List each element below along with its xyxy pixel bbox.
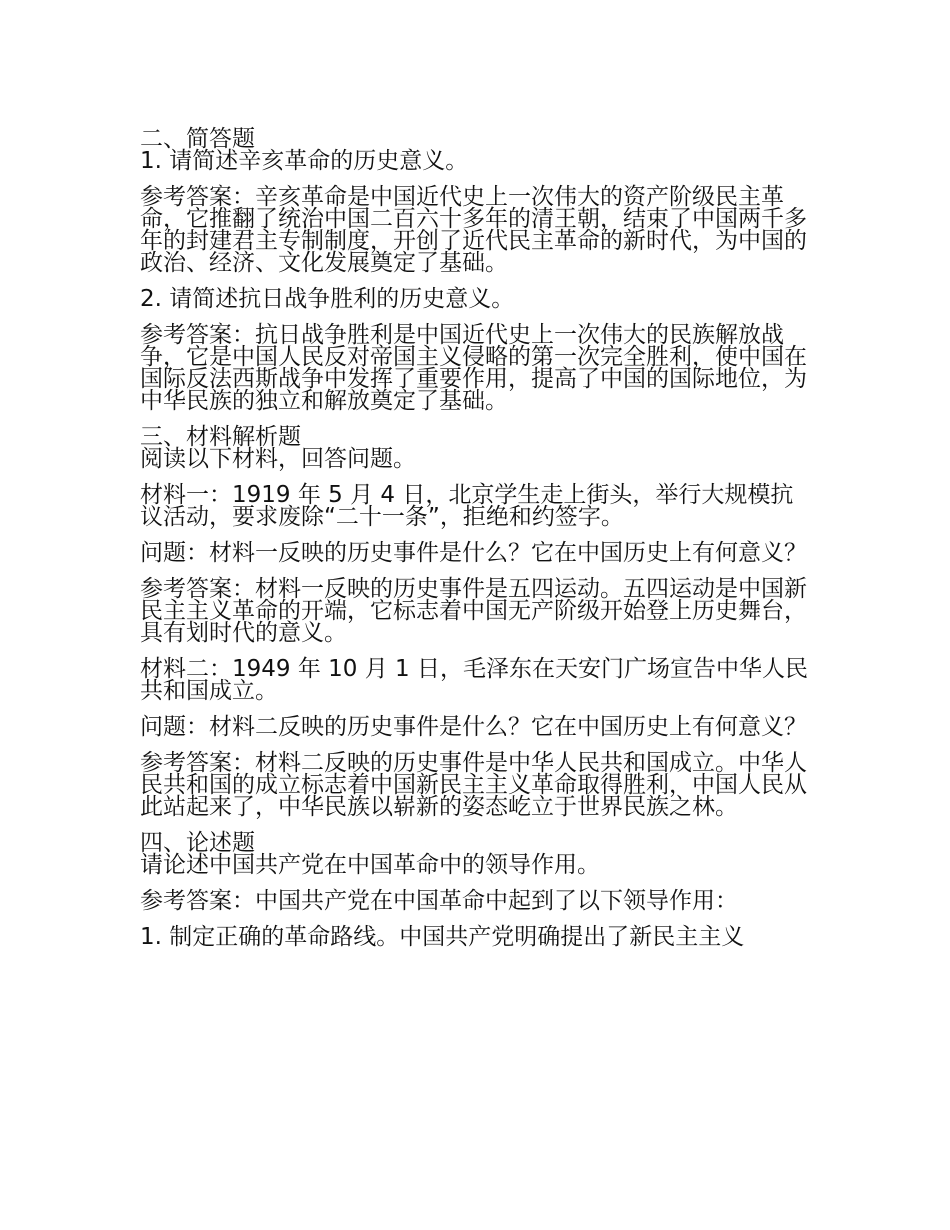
- material-1: 材料一：1919 年 5 月 4 日，北京学生走上街头，举行大规模抗议活动，要求废除“二十一条”，拒绝和约签字。: [140, 482, 794, 530]
- section-title-material-analysis: 三、材料解析题: [140, 424, 301, 450]
- answer-2: 参考答案：抗日战争胜利是中国近代史上一次伟大的民族解放战争，它是中国人民反对帝国主义侵略的第一次完全胜利，使中国在国际反法西斯战争中发挥了重要作用，提高了中国的国际地位，为中华民族的独立和解放奠定了基础。: [140, 322, 807, 414]
- question-1: 1. 请简述辛亥革命的历史意义。: [140, 148, 469, 174]
- material-intro: 阅读以下材料，回答问题。: [140, 446, 416, 472]
- material-question-2: 问题：材料二反映的历史事件是什么？它在中国历史上有何意义？: [140, 714, 807, 740]
- document-body: [140, 128, 812, 948]
- answer-1: 参考答案：辛亥革命是中国近代史上一次伟大的资产阶级民主革命，它推翻了统治中国二百六十多年的清王朝，结束了中国两千多年的封建君主专制制度，开创了近代民主革命的新时代，为中国的政治、经济、文化发展奠定了基础。: [140, 184, 807, 276]
- question-2: 2. 请简述抗日战争胜利的历史意义。: [140, 286, 515, 312]
- material-2: 材料二：1949 年 10 月 1 日，毛泽东在天安门广场宣告中华人民共和国成立。: [140, 656, 808, 704]
- essay-question: 请论述中国共产党在中国革命中的领导作用。: [140, 852, 600, 878]
- material-answer-1: 参考答案：材料一反映的历史事件是五四运动。五四运动是中国新民主主义革命的开端，它标志着中国无产阶级开始登上历史舞台，具有划时代的意义。: [140, 576, 807, 646]
- essay-point-1: 1. 制定正确的革命路线。中国共产党明确提出了新民主主义: [140, 924, 745, 950]
- essay-answer-intro: 参考答案：中国共产党在中国革命中起到了以下领导作用：: [140, 888, 738, 914]
- section-title-essay: 四、论述题: [140, 830, 255, 856]
- material-answer-2: 参考答案：材料二反映的历史事件是中华人民共和国成立。中华人民共和国的成立标志着中国新民主主义革命取得胜利，中国人民从此站起来了，中华民族以崭新的姿态屹立于世界民族之林。: [140, 750, 807, 820]
- section-title-short-answer: 二、简答题: [140, 126, 255, 152]
- material-question-1: 问题：材料一反映的历史事件是什么？它在中国历史上有何意义？: [140, 540, 807, 566]
